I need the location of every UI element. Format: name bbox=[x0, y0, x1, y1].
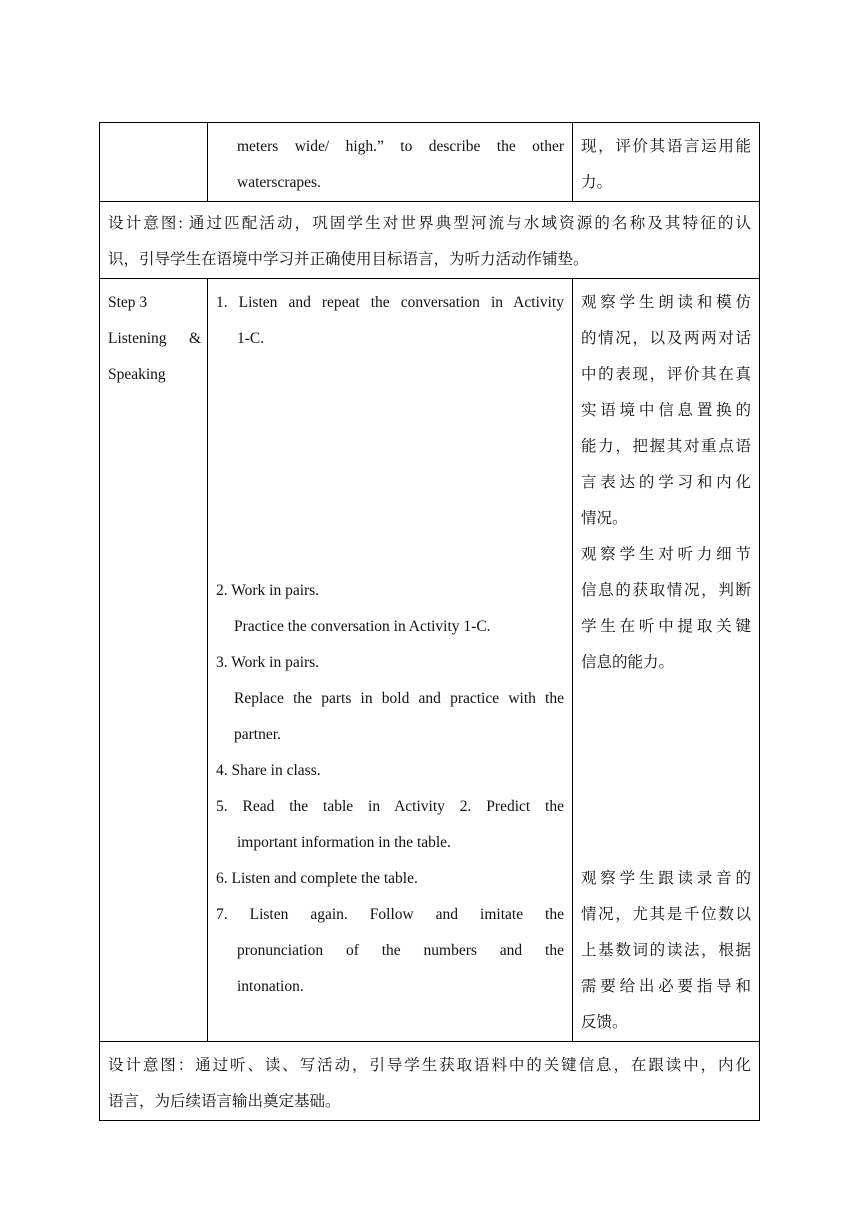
table-row-step-3 bbox=[100, 279, 760, 1042]
assessment-line: 言表达的学习和内化 bbox=[581, 474, 751, 491]
assessment-line: 观察学生跟读录音的 bbox=[581, 870, 751, 887]
assessment-line: 情况，尤其是千位数以 bbox=[581, 906, 751, 923]
activity-cell bbox=[208, 279, 573, 1042]
assessment-cell bbox=[573, 279, 760, 1042]
activity-5-cont: important information in the table. bbox=[237, 834, 451, 851]
design-intent-cell-1 bbox=[100, 202, 760, 279]
step-cell-empty bbox=[100, 123, 208, 202]
activity-7: 7. Listen again. Follow and imitate the bbox=[216, 906, 564, 923]
activity-cell-continuation bbox=[208, 123, 573, 202]
activity-7-cont: pronunciation of the numbers and the bbox=[237, 942, 564, 959]
assessment-line: 的情况，以及两两对话 bbox=[581, 330, 751, 347]
activity-3: 3. Work in pairs. bbox=[216, 654, 320, 671]
assessment-line: 学生在听中提取关键 bbox=[581, 618, 751, 635]
design-intent-cell-2 bbox=[100, 1042, 760, 1121]
assessment-line: 信息的能力。 bbox=[581, 654, 675, 671]
activity-1: 1. Listen and repeat the conversation in Activity bbox=[216, 294, 564, 311]
activity-6: 6. Listen and complete the table. bbox=[216, 870, 418, 887]
step-number: Step 3 bbox=[108, 294, 148, 311]
assessment-line: 情况。 bbox=[581, 510, 628, 527]
assessment-line: 需要给出必要指导和 bbox=[581, 978, 751, 995]
step-cell bbox=[100, 279, 208, 1042]
table-row-continuation bbox=[100, 123, 760, 202]
table-row-design-intent-2 bbox=[100, 1042, 760, 1121]
activity-line: waterscrapes. bbox=[237, 174, 321, 191]
assessment-line: 观察学生对听力细节 bbox=[581, 546, 751, 563]
design-intent-line: 语言，为后续语言输出奠定基础。 bbox=[108, 1093, 341, 1110]
assessment-line: 实语境中信息置换的 bbox=[581, 402, 751, 419]
activity-3-detail-cont: partner. bbox=[234, 726, 281, 743]
activity-2-detail: Practice the conversation in Activity 1-C. bbox=[234, 618, 491, 635]
activity-line: meters wide/ high.” to describe the other bbox=[237, 138, 564, 155]
activity-2: 2. Work in pairs. bbox=[216, 582, 320, 599]
assessment-line: 信息的获取情况，判断 bbox=[581, 582, 751, 599]
assessment-line: 反馈。 bbox=[581, 1014, 628, 1031]
assessment-line: 上基数词的读法，根据 bbox=[581, 942, 751, 959]
assessment-line: 中的表现，评价其在真 bbox=[581, 366, 751, 383]
table-row-design-intent-1 bbox=[100, 202, 760, 279]
activity-4: 4. Share in class. bbox=[216, 762, 321, 779]
design-intent-line: 识，引导学生在语境中学习并正确使用目标语言，为听力活动作铺垫。 bbox=[108, 251, 589, 268]
design-intent-line: 设计意图：通过听、读、写活动，引导学生获取语料中的关键信息，在跟读中，内化 bbox=[108, 1057, 751, 1074]
assessment-line: 能力，把握其对重点语 bbox=[581, 438, 751, 455]
step-name: Speaking bbox=[108, 366, 166, 383]
activity-5: 5. Read the table in Activity 2. Predict the bbox=[216, 798, 564, 815]
step-name: Listening & bbox=[108, 330, 201, 347]
assessment-line: 力。 bbox=[581, 174, 613, 191]
assessment-line: 现，评价其语言运用能 bbox=[581, 138, 751, 155]
activity-7-cont: intonation. bbox=[237, 978, 304, 995]
lesson-plan-table bbox=[99, 122, 760, 1121]
assessment-cell-continuation bbox=[573, 123, 760, 202]
activity-1-cont: 1-C. bbox=[237, 330, 265, 347]
design-intent-line: 设计意图: 通过匹配活动，巩固学生对世界典型河流与水域资源的名称及其特征的认 bbox=[108, 215, 751, 232]
activity-3-detail: Replace the parts in bold and practice with the bbox=[234, 690, 564, 707]
assessment-line: 观察学生朗读和模仿 bbox=[581, 294, 751, 311]
